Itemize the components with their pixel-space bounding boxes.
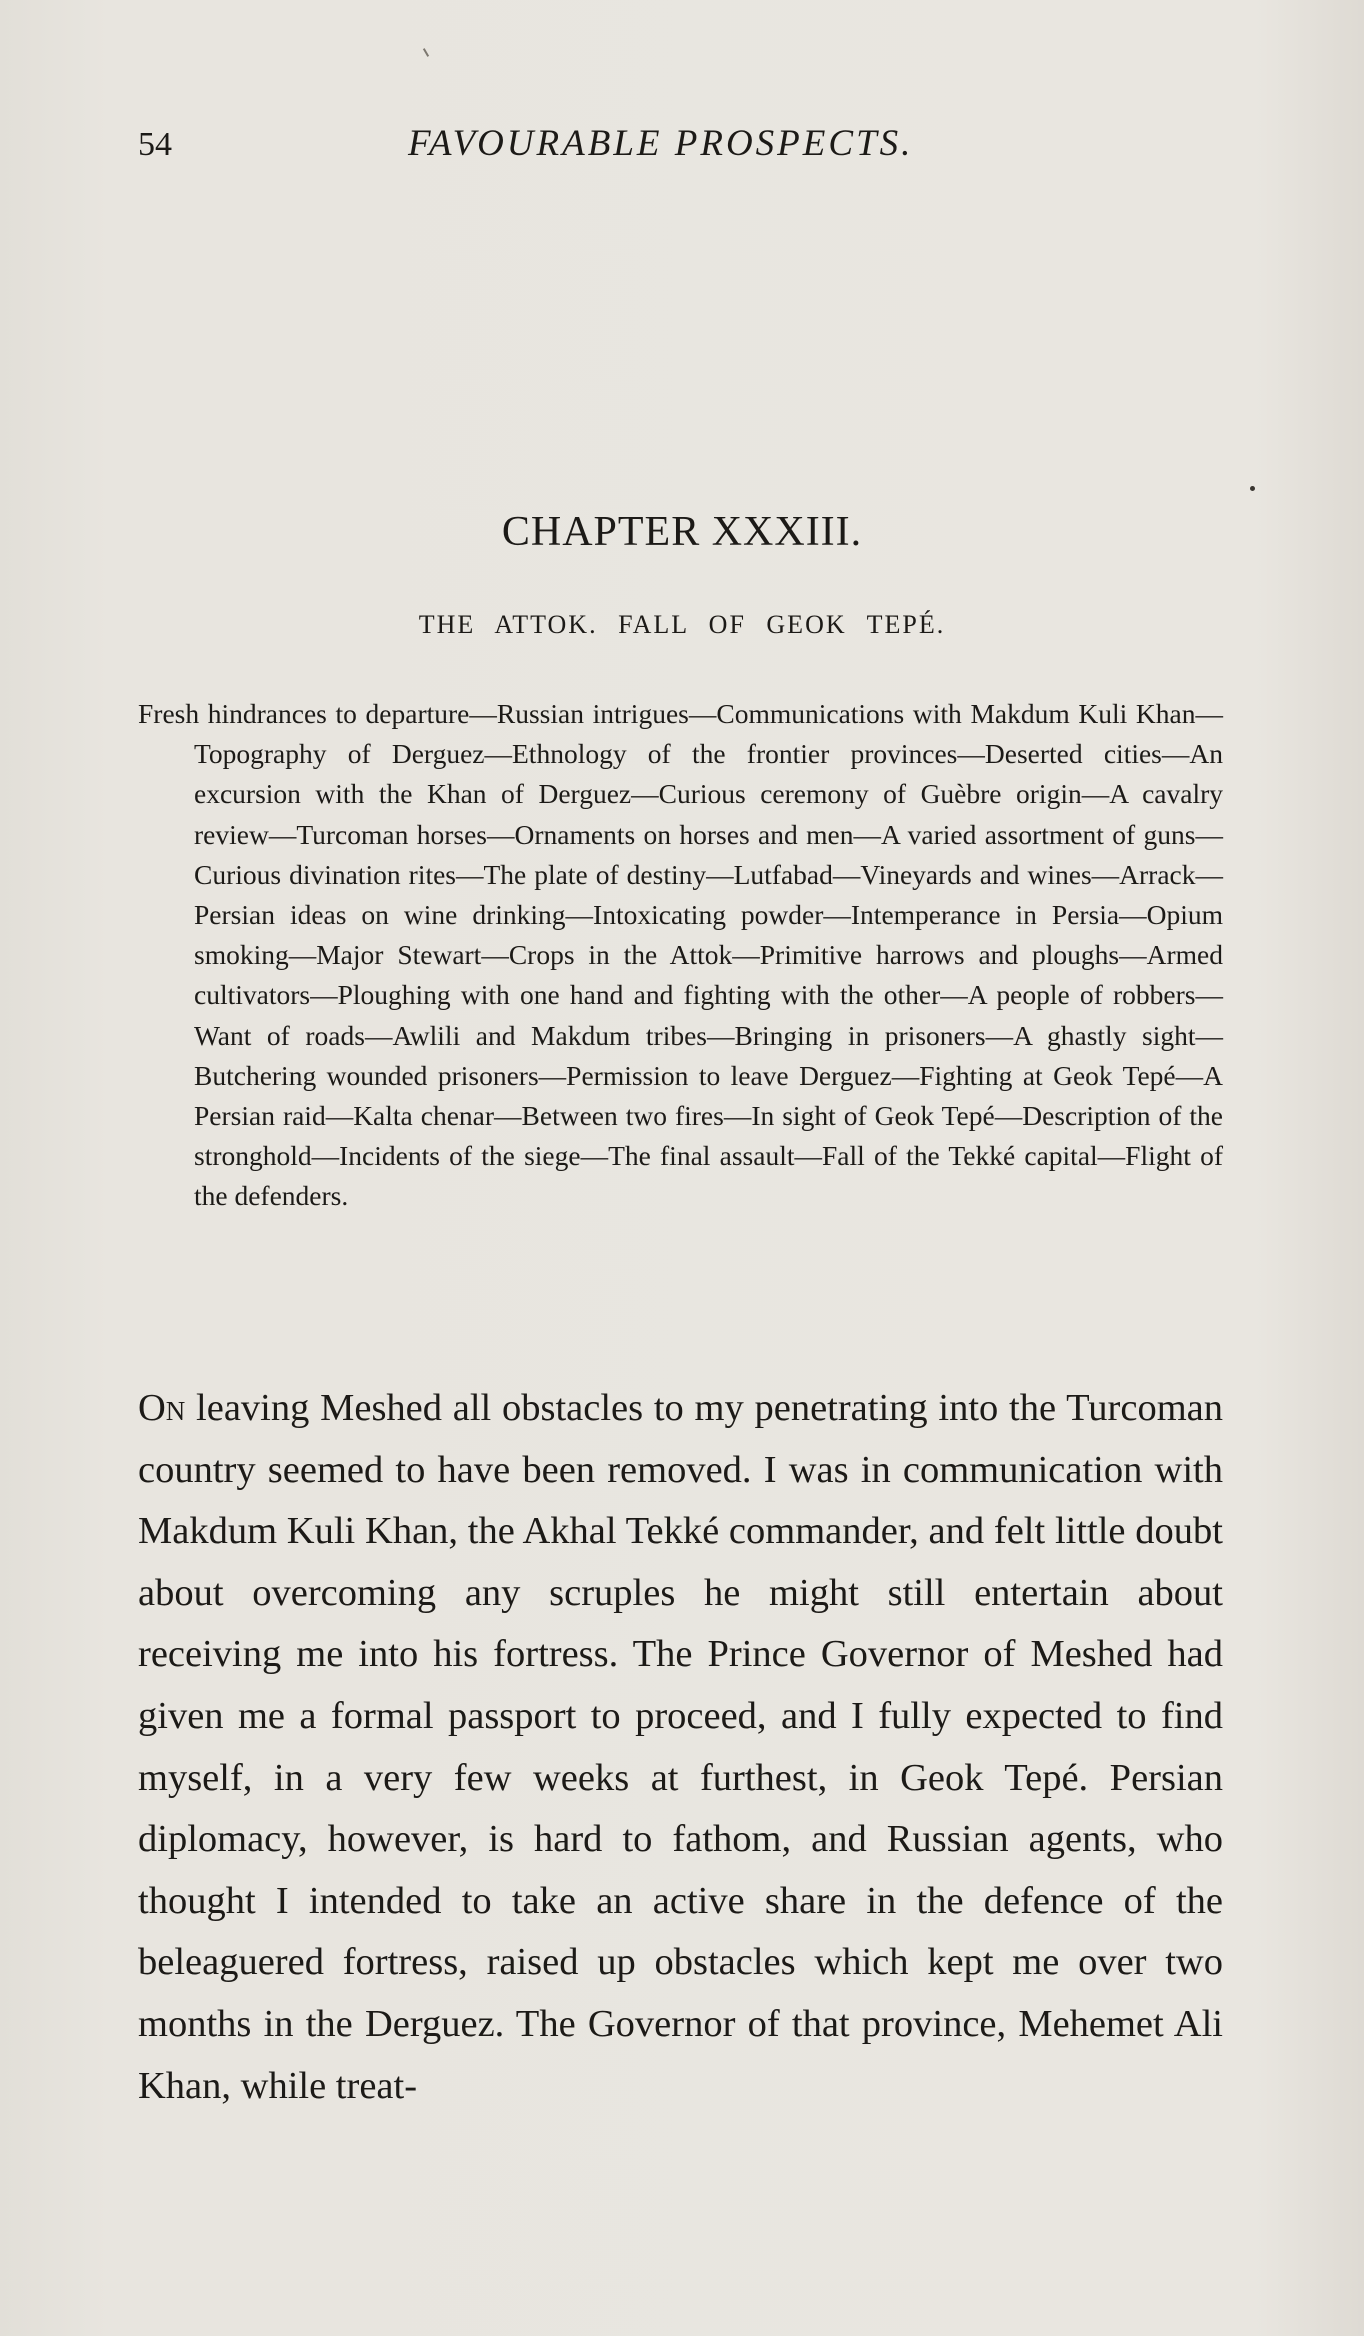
- chapter-title: THE ATTOK. FALL OF GEOK TEPÉ.: [418, 610, 946, 639]
- chapter-number: CHAPTER XXXIII.: [501, 509, 863, 555]
- print-mark: [423, 48, 429, 57]
- running-title: FAVOURABLE PROSPECTS.: [408, 123, 914, 164]
- ink-speck: [1250, 486, 1255, 491]
- body-text: leaving Meshed all obstacles to my penetrating into the Turcoman country seemed to have been removed. I was in communication with Makdum Kuli Khan, the Akhal Tekké commander, and felt little doubt about overcoming any scruples he might still entertain about receiving me into his fortress. The Prince Governor of Meshed had given me a formal passport to proceed, and I fully expected to find myself, in a very few weeks at furthest, in Geok Tepé. Persian diplomacy, however, is hard to fathom, and Russian agents, who thought I intended to take an active share in the defence of the beleaguered fortress, raised up obstacles which kept me over two months in the Derguez. The Governor of that province, Mehemet Ali Khan, while treat-: [138, 1387, 1223, 2107]
- page-number: 54: [138, 126, 172, 163]
- running-head: [138, 123, 1223, 176]
- lead-in-word: On: [138, 1387, 186, 1429]
- chapter-summary: Fresh hindrances to departure—Russian intrigues—Communications with Makdum Kuli Khan—Topography of Derguez—Ethnology of the frontier provinces—Deserted cities—An excursion with the Khan of Derguez—Curious ceremony of Guèbre origin—A cavalry review—Turcoman horses—Ornaments on horses and men—A varied assortment of guns—Curious divination rites—The plate of destiny—Lutfabad—Vineyards and wines—Arrack—Persian ideas on wine drinking—Intoxicating powder—Intemperance in Persia—Opium smoking—Major Stewart—Crops in the Attok—Primitive harrows and ploughs—Armed cultivators—Ploughing with one hand and fighting with the other—A people of robbers—Want of roads—Awlili and Makdum tribes—Bringing in prisoners—A ghastly sight—Butchering wounded prisoners—Permission to leave Derguez—Fighting at Geok Tepé—A Persian raid—Kalta chenar—Between two fires—In sight of Geok Tepé—Description of the stronghold—Incidents of the siege—The final assault—Fall of the Tekké capital—Flight of the defenders.: [138, 698, 1223, 1212]
- body-paragraph: [138, 1378, 1223, 2117]
